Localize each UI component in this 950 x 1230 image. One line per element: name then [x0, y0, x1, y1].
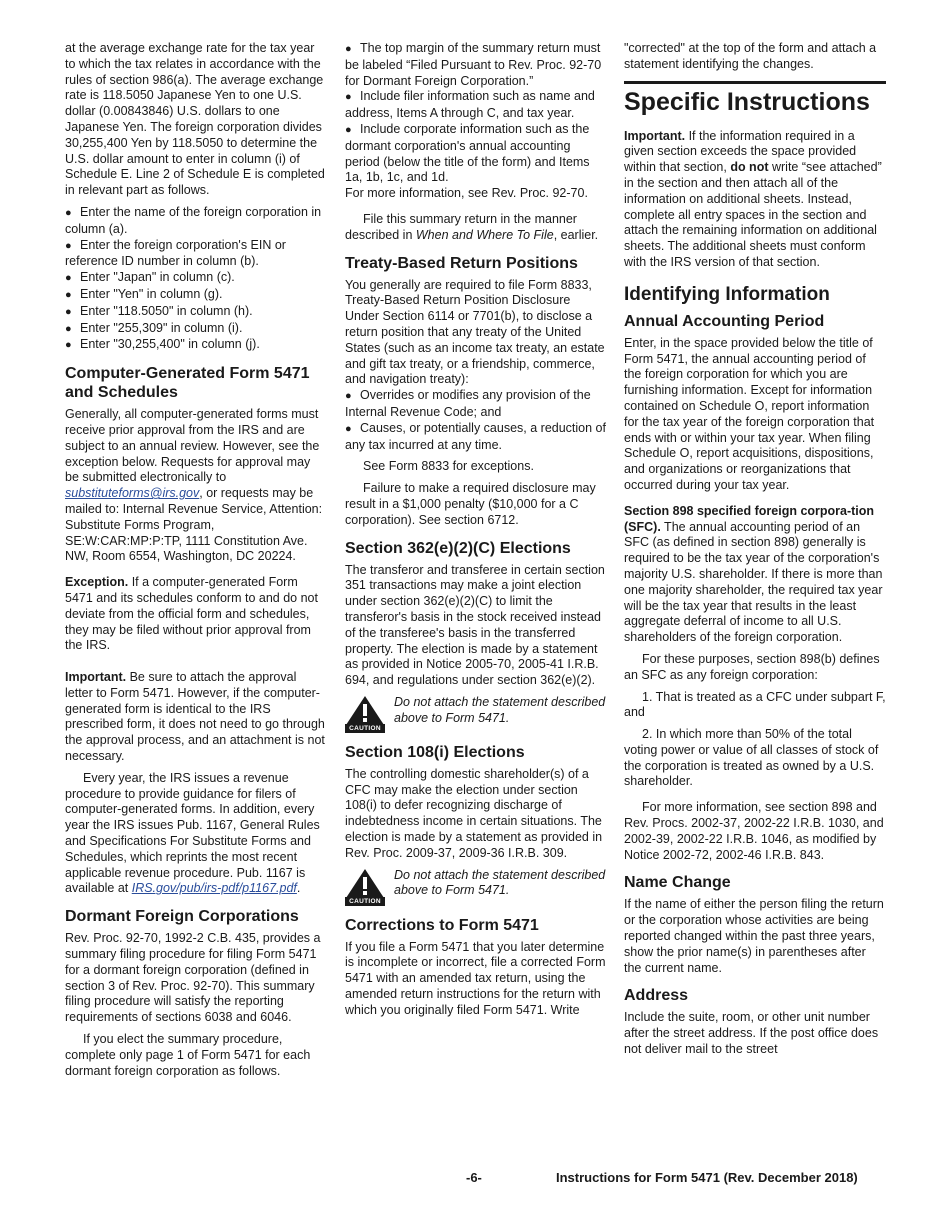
paragraph-elect: If you elect the summary procedure, complete only page 1 of Form 5471 for each dormant foreign corporation as follows. [65, 1032, 311, 1078]
list-item: ● Causes, or potentially causes, a reduction of any tax incurred at any time. [345, 420, 606, 452]
paragraph-failure: Failure to make a required disclosure may result in a $1,000 penalty ($10,000 for a C corporation). See section 6712. [345, 481, 596, 527]
heading-identifying-information: Identifying Information [624, 283, 830, 305]
list-item: ● Enter "255,309" in column (i). [65, 320, 243, 335]
paragraph-more-info: For more information, see Rev. Proc. 92-70. [345, 186, 588, 201]
paragraph-exception: Exception. If a computer-generated Form 5471 and its schedules conform to and do not deviate from the official form and schedules, they may be filed without prior approval from the IRS. [65, 575, 318, 653]
email-link[interactable]: substituteforms@irs.gov [65, 486, 200, 501]
heading-108i: Section 108(i) Elections [345, 743, 525, 761]
list-item: ● Enter "Japan" in column (c). [65, 270, 235, 285]
document-title: Instructions for Form 5471 (Rev. December 2018) [556, 1170, 858, 1185]
list-item: ● Include corporate information such as the dormant corporation's annual accounting period (below the title of the form) and Items 1a, 1b, 1c, and 1d. [345, 121, 590, 185]
heading-annual-period: Annual Accounting Period [624, 312, 825, 330]
heading-name-change: Name Change [624, 874, 731, 892]
paragraph-more-898: For more information, see section 898 and Rev. Procs. 2002-37, 2002-22 I.R.B. 1030, and 2002-39, 2002-22 I.R.B. 1046, as modified by Notice 2002-72, 2002-46 I.R.B. 843. [624, 800, 884, 862]
paragraph-362: The transferor and transferee in certain section 351 transactions may make a joint election under section 362(e)(2)(C) to limit the transferor's basis in the stock received instead of the transferee's basis in the transferred property. The election is made by a statement as provided in Notice 2005-70, 2005-41 I.R.B. 694, and regulations under section 362(e)(2). [345, 562, 605, 688]
paragraph-file-summary: File this summary return in the manner described in When and Where To File, earlier. [345, 211, 599, 242]
heading-treaty: Treaty-Based Return Positions [345, 254, 578, 272]
list-item: ● Enter the name of the foreign corporation in column (a). [65, 204, 322, 236]
heading-specific-instructions: Specific Instructions [624, 81, 886, 117]
caution-note-1 [345, 695, 607, 733]
paragraph-purposes: For these purposes, section 898(b) defines an SFC as any foreign corporation: [624, 651, 880, 682]
bullet-list-schedule-e [65, 205, 327, 354]
paragraph-important: Important. If the information required in a given section exceeds the space provided within that section, do not write “see attached” in the section and then attach all of the information on additional sheets. Instead, complete all entry spaces in the section and attach the remaining information on additional sheets. The additional sheets must conform with the IRS version of that section. [624, 128, 882, 269]
paragraph-computer-generated: Generally, all computer-generated forms must receive prior approval from the IRS and are subject to an annual review. However, see the exception below. Requests for approval may be submitted electronically to substituteforms@irs.gov, or requests may be mailed to: Internal Revenue Service, Attention: Substitute Forms Program, SE:W:CAR:MP:P:TP, 1111 Constitution Ave. NW, Room 6554, Washington, DC 20224. [65, 407, 323, 564]
heading-362: Section 362(e)(2)(C) Elections [345, 539, 571, 557]
column-1 [65, 41, 327, 1085]
paragraph-sfc: Section 898 specified foreign corpora-tion (SFC). The annual accounting period of an SFC (as defined in section 898) generally is required to be the tax year of the corporation's majority U.S. shareholder. If there is more than one majority shareholder, the required tax year will be the tax year that results in the least aggregate deferral of income to all U.S. shareholders of the foreign corporation. [624, 503, 883, 645]
list-item: ● Enter "118.5050" in column (h). [65, 303, 253, 318]
paragraph-name-change: If the name of either the person filing the return or the corporation whose activities are being reported changed within the past three years, show the prior name(s) in parentheses after the current name. [624, 897, 884, 975]
caution-note-2 [345, 868, 607, 906]
heading-computer-generated: Computer-Generated Form 5471 and Schedules [65, 365, 310, 402]
list-item: ● Enter the foreign corporation's EIN or reference ID number in column (b). [65, 237, 286, 269]
paragraph-annual: Enter, in the space provided below the title of Form 5471, the annual accounting period of the foreign corporation for which you are furnishing information. Except for information contained on Schedule O, report information for the tax year of the foreign corporation that ends with or within your tax year. When filing Schedule O, report acquisitions, dispositions, and organizations or reorganizations that occurred during your tax year. [624, 335, 875, 492]
paragraph-corrected: "corrected" at the top of the form and attach a statement identifying the changes. [624, 41, 877, 71]
page-number: -6- [466, 1170, 482, 1185]
heading-address: Address [624, 987, 689, 1005]
caution-text: Do not attach the statement described above to Form 5471. [394, 867, 606, 898]
paragraph-dormant: Rev. Proc. 92-70, 1992-2 C.B. 435, provides a summary filing procedure for filing Form 5471 for a dormant foreign corporation (defined in section 3 of Rev. Proc. 92-70). This summary filing procedure will satisfy the reporting requirements of sections 6038 and 6046. [65, 931, 321, 1025]
caution-icon: CAUTION [345, 695, 387, 733]
heading-corrections: Corrections to Form 5471 [345, 916, 539, 934]
list-item: ● Overrides or modifies any provision of the Internal Revenue Code; and [345, 388, 591, 419]
column-3 [624, 41, 886, 1064]
pub-1167-link[interactable]: IRS.gov/pub/irs-pdf/p1167.pdf [131, 881, 297, 896]
numbered-item-2: 2. In which more than 50% of the total voting power or value of all classes of stock of the corporation is treated as owned by a U.S. shareholder. [624, 727, 879, 789]
paragraph-see-8833: See Form 8833 for exceptions. [363, 459, 534, 474]
list-item: ● The top margin of the summary return must be labeled “Filed Pursuant to Rev. Proc. 92-70 for Dormant Foreign Corporation.” [345, 41, 602, 88]
paragraph-treaty: You generally are required to file Form 8833, Treaty-Based Return Position Disclosure Under Section 6114 or 7701(b), to disclose a return position that any treaty of the United States (such as an income tax treaty, an estate and gift tax treaty, or a friendship, commerce, and navigation treaty): [345, 277, 605, 387]
paragraph-exchange-rate: at the average exchange rate for the tax year to which the tax relates in accordance with the rules of section 986(a). The average exchange rate is 118.5050 Japanese Yen to one U.S. dollar (0.00843846) U.S. dollars to one Japanese Yen. The foreign corporation divides 30,255,400 Yen by 118.5050 to determine the U.S. dollar amount to enter in column (i) of Schedule E. Line 2 of Schedule E is completed in relevant part as follows. [65, 41, 325, 198]
caution-icon: CAUTION [345, 868, 387, 906]
list-item: ● Enter "Yen" in column (g). [65, 286, 223, 301]
bullet-list-treaty [345, 388, 607, 453]
caution-text: Do not attach the statement described above to Form 5471. [394, 694, 606, 725]
list-item: ● Include filer information such as name and address, Items A through C, and tax year. [345, 89, 595, 121]
paragraph-important: Important. Be sure to attach the approval letter to Form 5471. However, if the computer-generated form is identical to the IRS prescribed form, it does not need to go through the approval process, and an attachment is not necessary. [65, 670, 325, 764]
paragraph-corrections: If you file a Form 5471 that you later determine is incomplete or incorrect, file a corrected Form 5471 with an amended tax return, using the amended return instructions for the return with which you originally filed Form 5471. Write [345, 939, 606, 1017]
paragraph-address: Include the suite, room, or other unit number after the street address. If the post office does not deliver mail to the street [624, 1010, 879, 1057]
column-2 [345, 41, 607, 1025]
list-item: ● Enter "30,255,400" in column (j). [65, 337, 260, 352]
bullet-list-summary-return [345, 41, 607, 186]
paragraph-every-year: Every year, the IRS issues a revenue procedure to provide guidance for filers of computer-generated forms. In addition, every year the IRS issues Pub. 1167, General Rules and Specifications For Substitute Forms and Schedules, which reprints the most recent applicable revenue procedure. Pub. 1167 is available at IRS.gov/pub/irs-pdf/p1167.pdf. [65, 770, 320, 896]
heading-dormant: Dormant Foreign Corporations [65, 908, 299, 926]
paragraph-108i: The controlling domestic shareholder(s) of a CFC may make the election under section 108(i) to defer recognizing discharge of indebtedness income in certain situations. The election is made by a statement as provided in Rev. Proc. 2009-37, 2009-36 I.R.B. 309. [345, 766, 603, 860]
numbered-item-1: 1. That is treated as a CFC under subpart F, and [624, 689, 886, 720]
